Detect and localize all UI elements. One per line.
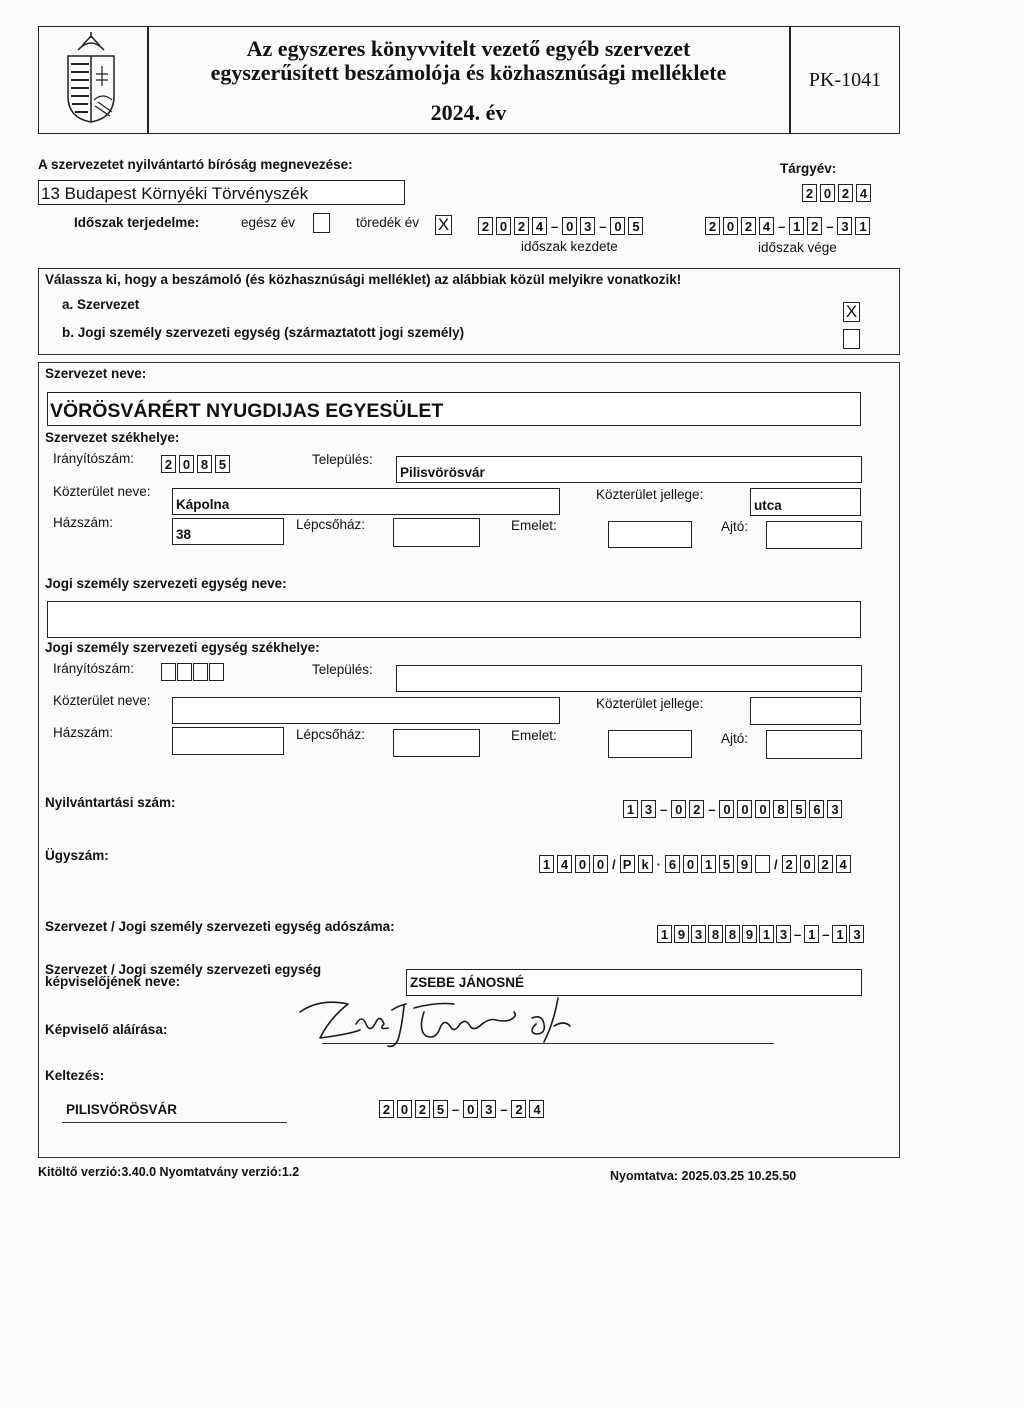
digit-cell[interactable]: 2 [802, 184, 817, 202]
org-stair-field[interactable] [393, 518, 480, 547]
digit-cell[interactable]: 9 [742, 925, 757, 943]
digit-cell[interactable]: 2 [807, 217, 822, 235]
unit-house-field[interactable] [172, 727, 284, 755]
digit-cell[interactable]: 5 [433, 1100, 448, 1118]
form-code: PK-1041 [808, 69, 882, 91]
rep-label-line2: képviselőjének neve: [45, 974, 181, 989]
org-floor-field[interactable] [608, 521, 692, 548]
digit-cell[interactable]: 3 [641, 800, 656, 818]
unit-door-field[interactable] [766, 730, 862, 759]
org-stair-label: Lépcsőház: [296, 517, 366, 532]
org-house-field[interactable] [172, 518, 284, 545]
digit-cell[interactable]: 2 [689, 800, 704, 818]
digit-cell[interactable]: 2 [379, 1100, 394, 1118]
separator: – [452, 1101, 460, 1117]
digit-cell[interactable]: 5 [719, 855, 734, 873]
org-street-value: Kápolna [176, 497, 230, 512]
org-door-label: Ajtó: [721, 519, 749, 534]
org-name-field[interactable] [47, 392, 861, 426]
digit-cell[interactable]: 8 [197, 455, 212, 473]
unit-street-type-label: Közterület jellege: [596, 696, 704, 711]
registry-number-cells[interactable] [623, 800, 842, 818]
separator: – [551, 218, 559, 234]
separator: – [599, 218, 607, 234]
option-b-checkbox[interactable] [843, 329, 860, 349]
digit-cell[interactable]: 6 [665, 855, 680, 873]
digit-cell[interactable]: 0 [719, 800, 734, 818]
digit-cell[interactable]: 2 [415, 1100, 430, 1118]
separator: – [822, 926, 830, 942]
dated-date-cells[interactable] [379, 1100, 544, 1118]
digit-cell[interactable]: 5 [215, 455, 230, 473]
digit-cell[interactable]: 4 [856, 184, 871, 202]
digit-cell[interactable]: 0 [671, 800, 686, 818]
unit-name-label: Jogi személy szervezeti egység neve: [45, 576, 287, 591]
separator: – [826, 218, 834, 234]
digit-cell[interactable]: 6 [809, 800, 824, 818]
org-street-label: Közterület neve: [53, 484, 151, 499]
court-label: A szervezetet nyilvántartó bíróság megnevezése: [38, 157, 353, 172]
org-door-field[interactable] [766, 521, 862, 549]
digit-cell[interactable]: 5 [628, 217, 643, 235]
separator: · [656, 856, 661, 872]
case-label: Ügyszám: [45, 848, 109, 863]
org-house-label: Házszám: [53, 515, 114, 530]
rep-label-line1: Szervezet / Jogi személy szervezeti egység [45, 962, 322, 977]
tax-label: Szervezet / Jogi személy szervezeti egység adószáma: [45, 919, 395, 934]
footer-version: Kitöltő verzió:3.40.0 Nyomtatvány verzió:1.2 [38, 1165, 300, 1179]
digit-cell[interactable]: 2 [741, 217, 756, 235]
digit-cell[interactable] [209, 663, 224, 681]
digit-cell[interactable]: 8 [773, 800, 788, 818]
digit-cell[interactable]: 0 [755, 800, 770, 818]
digit-cell[interactable]: 0 [820, 184, 835, 202]
org-seat-label: Szervezet székhelye: [45, 430, 180, 445]
period-label: Időszak terjedelme: [74, 215, 200, 230]
digit-cell[interactable]: 0 [397, 1100, 412, 1118]
dated-label: Keltezés: [45, 1068, 105, 1083]
digit-cell[interactable]: 2 [478, 217, 493, 235]
org-city-field[interactable] [396, 456, 862, 483]
form-title-line2: egyszerűsített beszámolója és közhasznúsági melléklete [210, 60, 727, 85]
court-name-field[interactable] [38, 180, 405, 205]
digit-cell[interactable]: 1 [623, 800, 638, 818]
digit-cell[interactable]: 4 [836, 855, 851, 873]
separator: – [708, 801, 716, 817]
org-zip-cells[interactable] [161, 455, 230, 473]
partial-year-checkbox[interactable]: X [435, 215, 452, 235]
separator: / [612, 856, 616, 872]
digit-cell[interactable]: 0 [723, 217, 738, 235]
unit-seat-label: Jogi személy szervezeti egység székhelye: [45, 640, 320, 655]
dated-place: PILISVÖRÖSVÁR [66, 1102, 178, 1117]
digit-cell[interactable]: 2 [514, 217, 529, 235]
digit-cell[interactable]: 4 [759, 217, 774, 235]
digit-cell[interactable]: 3 [481, 1100, 496, 1118]
separator: – [778, 218, 786, 234]
subject-year-cells[interactable] [802, 184, 871, 202]
digit-cell[interactable]: 0 [463, 1100, 478, 1118]
tax-number-cells[interactable] [657, 925, 864, 943]
org-name-label: Szervezet neve: [45, 366, 147, 381]
digit-cell[interactable] [177, 663, 192, 681]
digit-cell[interactable]: 0 [593, 855, 608, 873]
rep-name-value: ZSEBE JÁNOSNÉ [410, 975, 525, 990]
separator: – [660, 801, 668, 817]
period-end-cells[interactable] [705, 217, 870, 235]
separator: – [500, 1101, 508, 1117]
digit-cell[interactable]: k [638, 855, 653, 873]
org-city-label: Település: [312, 452, 373, 467]
unit-name-field[interactable] [47, 601, 861, 638]
digit-cell[interactable]: 2 [838, 184, 853, 202]
unit-stair-field[interactable] [393, 729, 480, 757]
digit-cell[interactable]: 4 [532, 217, 547, 235]
digit-cell[interactable]: 2 [782, 855, 797, 873]
digit-cell[interactable]: 9 [737, 855, 752, 873]
option-b-label: b. Jogi személy szervezeti egység (származtatott jogi személy) [62, 325, 465, 340]
digit-cell[interactable]: 3 [691, 925, 706, 943]
digit-cell[interactable]: 0 [800, 855, 815, 873]
unit-street-label: Közterület neve: [53, 693, 151, 708]
digit-cell[interactable] [193, 663, 208, 681]
org-zip-label: Irányítószám: [53, 451, 135, 466]
handwritten-signature [296, 990, 586, 1052]
digit-cell[interactable]: 1 [804, 925, 819, 943]
unit-city-label: Település: [312, 662, 373, 677]
unit-zip-label: Irányítószám: [53, 661, 135, 676]
period-start-cells[interactable] [478, 217, 643, 235]
option-a-checkbox[interactable]: X [843, 302, 860, 322]
case-number-cells[interactable] [539, 855, 851, 873]
form-title-line1: Az egyszeres könyvvitelt vezető egyéb szervezet [246, 36, 691, 61]
org-house-value: 38 [176, 527, 192, 542]
option-a-label: a. Szervezet [62, 297, 140, 312]
digit-cell[interactable]: 0 [610, 217, 625, 235]
digit-cell[interactable]: 3 [837, 217, 852, 235]
digit-cell[interactable]: 3 [827, 800, 842, 818]
digit-cell[interactable]: 0 [179, 455, 194, 473]
digit-cell[interactable]: 3 [580, 217, 595, 235]
digit-cell[interactable]: 1 [855, 217, 870, 235]
digit-cell[interactable]: 0 [683, 855, 698, 873]
unit-floor-label: Emelet: [511, 728, 557, 743]
digit-cell[interactable]: 4 [557, 855, 572, 873]
digit-cell[interactable]: 0 [562, 217, 577, 235]
whole-year-checkbox[interactable] [313, 213, 330, 233]
org-floor-label: Emelet: [511, 518, 557, 533]
dated-place-underline [62, 1122, 287, 1123]
digit-cell[interactable] [161, 663, 176, 681]
form-year: 2024. év [430, 100, 507, 125]
digit-cell[interactable]: 3 [849, 925, 864, 943]
digit-cell[interactable]: 9 [674, 925, 689, 943]
digit-cell[interactable]: 1 [701, 855, 716, 873]
digit-cell[interactable]: 1 [759, 925, 774, 943]
signature-label: Képviselő aláírása: [45, 1022, 168, 1037]
digit-cell[interactable]: 2 [161, 455, 176, 473]
digit-cell[interactable]: 2 [818, 855, 833, 873]
digit-cell[interactable]: P [620, 855, 635, 873]
unit-stair-label: Lépcsőház: [296, 727, 366, 742]
partial-year-label: töredék év [356, 215, 420, 230]
unit-door-label: Ajtó: [721, 731, 749, 746]
choice-question: Válassza ki, hogy a beszámoló (és közhasznúsági melléklet) az alábbiak közül melyikre vonatkozik! [45, 272, 682, 287]
digit-cell[interactable]: 2 [511, 1100, 526, 1118]
court-name-value: 13 Budapest Környéki Törvényszék [41, 184, 309, 203]
separator: / [773, 856, 778, 872]
digit-cell[interactable]: 1 [657, 925, 672, 943]
digit-cell[interactable]: 1 [832, 925, 847, 943]
unit-city-field[interactable] [396, 665, 862, 692]
footer-printed: Nyomtatva: 2025.03.25 10.25.50 [610, 1169, 797, 1183]
digit-cell[interactable]: 0 [496, 217, 511, 235]
digit-cell[interactable]: 8 [708, 925, 723, 943]
digit-cell[interactable]: 2 [705, 217, 720, 235]
digit-cell[interactable]: 5 [791, 800, 806, 818]
unit-zip-cells[interactable] [161, 663, 224, 681]
org-name-value: VÖRÖSVÁRÉRT NYUGDIJAS EGYESÜLET [50, 400, 444, 422]
unit-street-type-field[interactable] [750, 697, 861, 725]
whole-year-label: egész év [241, 215, 296, 230]
unit-street-field[interactable] [172, 697, 560, 724]
org-street-field[interactable] [172, 488, 560, 515]
org-street-type-field[interactable] [750, 488, 861, 516]
unit-floor-field[interactable] [608, 730, 692, 758]
org-street-type-value: utca [754, 498, 782, 513]
period-start-label: időszak kezdete [521, 239, 618, 254]
org-city-value: Pilisvörösvár [400, 465, 485, 480]
digit-cell[interactable]: 3 [776, 925, 791, 943]
digit-cell[interactable]: 4 [529, 1100, 544, 1118]
digit-cell[interactable]: 0 [737, 800, 752, 818]
digit-cell[interactable]: 1 [539, 855, 554, 873]
digit-cell[interactable]: 0 [575, 855, 590, 873]
subject-year-label: Tárgyév: [780, 161, 837, 176]
org-street-type-label: Közterület jellege: [596, 487, 704, 502]
unit-house-label: Házszám: [53, 725, 114, 740]
digit-cell[interactable]: 8 [725, 925, 740, 943]
digit-cell[interactable]: 1 [789, 217, 804, 235]
registry-label: Nyilvántartási szám: [45, 795, 176, 810]
coat-of-arms-logo [58, 30, 124, 126]
period-end-label: időszak vége [758, 240, 837, 255]
separator: – [794, 926, 802, 942]
digit-cell[interactable] [755, 855, 770, 873]
